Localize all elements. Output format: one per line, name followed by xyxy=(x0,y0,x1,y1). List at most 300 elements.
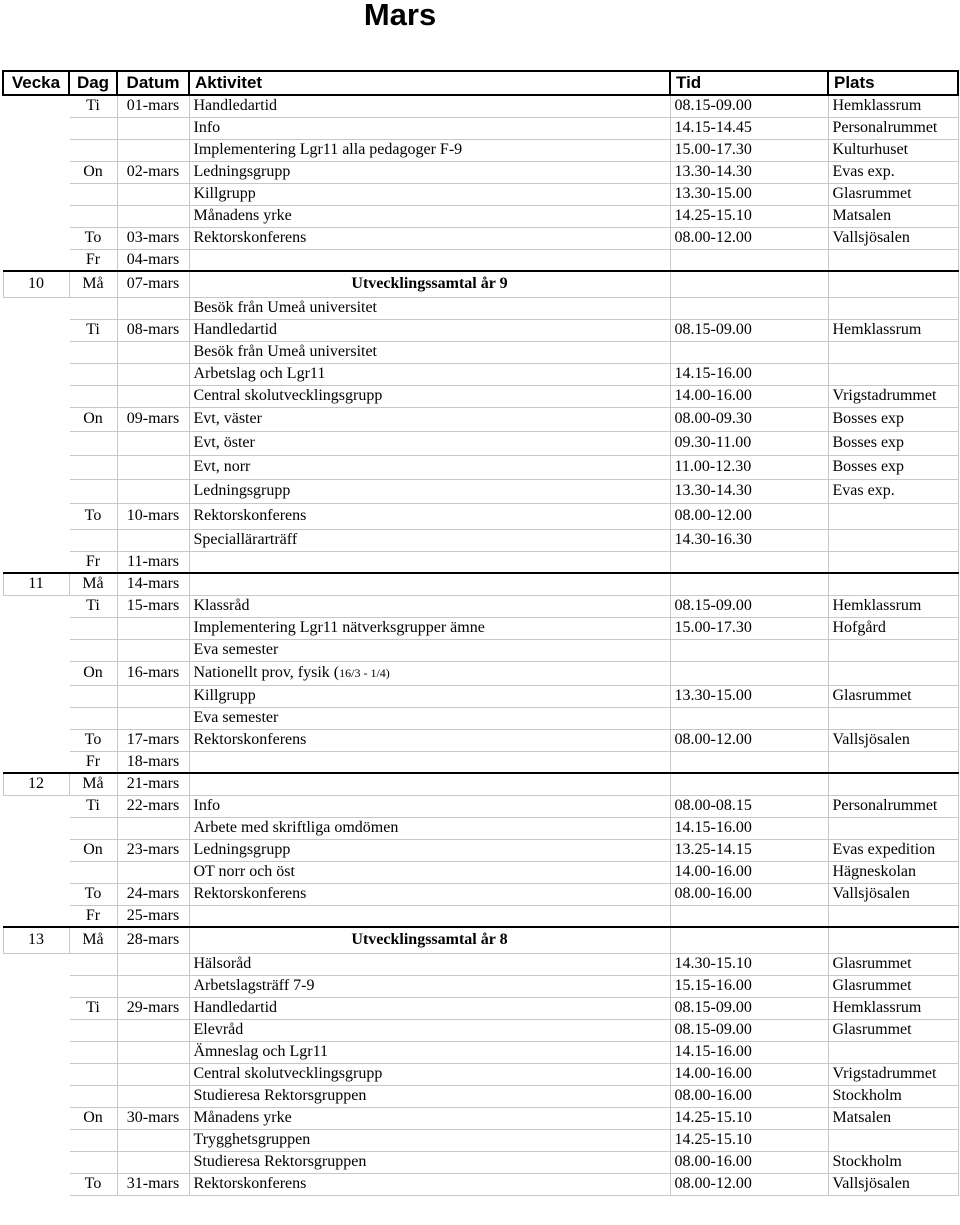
table-row xyxy=(3,997,958,1019)
cell-plats xyxy=(828,573,958,595)
cell-vecka xyxy=(3,205,69,227)
cell-vecka xyxy=(3,729,69,751)
cell-datum: 24-mars xyxy=(117,883,189,905)
cell-dag: Må xyxy=(69,573,117,595)
header-row xyxy=(3,71,958,95)
cell-plats: Stockholm xyxy=(828,1151,958,1173)
cell-plats: Hemklassrum xyxy=(828,595,958,617)
cell-plats: Vallsjösalen xyxy=(828,729,958,751)
cell-datum: 11-mars xyxy=(117,551,189,573)
cell-plats: Vallsjösalen xyxy=(828,227,958,249)
cell-plats xyxy=(828,1129,958,1151)
cell-aktivitet: Handledartid xyxy=(189,319,670,341)
cell-vecka xyxy=(3,479,69,503)
cell-tid xyxy=(670,927,828,953)
cell-datum: 03-mars xyxy=(117,227,189,249)
cell-plats xyxy=(828,707,958,729)
table-row xyxy=(3,117,958,139)
cell-vecka xyxy=(3,839,69,861)
cell-dag: To xyxy=(69,729,117,751)
table-row xyxy=(3,1085,958,1107)
cell-plats xyxy=(828,503,958,529)
cell-plats: Glasrummet xyxy=(828,1019,958,1041)
cell-aktivitet: OT norr och öst xyxy=(189,861,670,883)
cell-plats: Personalrummet xyxy=(828,117,958,139)
cell-tid: 08.15-09.00 xyxy=(670,1019,828,1041)
cell-tid: 13.25-14.15 xyxy=(670,839,828,861)
cell-tid: 14.25-15.10 xyxy=(670,205,828,227)
cell-plats: Glasrummet xyxy=(828,685,958,707)
cell-datum xyxy=(117,363,189,385)
cell-dag xyxy=(69,139,117,161)
table-row xyxy=(3,905,958,927)
table-row xyxy=(3,455,958,479)
cell-aktivitet: Evt, öster xyxy=(189,431,670,455)
cell-aktivitet xyxy=(189,661,670,685)
table-row xyxy=(3,503,958,529)
cell-dag xyxy=(69,1151,117,1173)
cell-vecka xyxy=(3,249,69,271)
cell-plats: Bosses exp xyxy=(828,407,958,431)
cell-vecka xyxy=(3,319,69,341)
cell-plats: Matsalen xyxy=(828,205,958,227)
cell-plats: Evas expedition xyxy=(828,839,958,861)
cell-datum xyxy=(117,1129,189,1151)
cell-datum xyxy=(117,183,189,205)
cell-tid: 14.00-16.00 xyxy=(670,1063,828,1085)
cell-plats: Personalrummet xyxy=(828,795,958,817)
table-row xyxy=(3,183,958,205)
cell-datum xyxy=(117,707,189,729)
cell-vecka xyxy=(3,639,69,661)
cell-vecka xyxy=(3,905,69,927)
table-row xyxy=(3,639,958,661)
cell-tid xyxy=(670,639,828,661)
cell-plats: Stockholm xyxy=(828,1085,958,1107)
cell-aktivitet xyxy=(189,905,670,927)
cell-datum: 01-mars xyxy=(117,95,189,117)
table-row xyxy=(3,271,958,297)
header-plats: Plats xyxy=(828,71,958,95)
cell-vecka: 11 xyxy=(3,573,69,595)
cell-vecka: 12 xyxy=(3,773,69,795)
cell-vecka xyxy=(3,1085,69,1107)
cell-datum: 02-mars xyxy=(117,161,189,183)
cell-vecka xyxy=(3,385,69,407)
cell-datum xyxy=(117,1085,189,1107)
table-row xyxy=(3,817,958,839)
cell-aktivitet: Månadens yrke xyxy=(189,1107,670,1129)
cell-tid: 14.15-14.45 xyxy=(670,117,828,139)
cell-datum: 08-mars xyxy=(117,319,189,341)
cell-tid: 11.00-12.30 xyxy=(670,455,828,479)
cell-tid xyxy=(670,573,828,595)
cell-dag xyxy=(69,341,117,363)
cell-plats: Evas exp. xyxy=(828,479,958,503)
cell-dag: Fr xyxy=(69,249,117,271)
cell-dag: On xyxy=(69,839,117,861)
cell-datum xyxy=(117,385,189,407)
cell-dag: Ti xyxy=(69,595,117,617)
table-row xyxy=(3,227,958,249)
cell-dag: Ti xyxy=(69,319,117,341)
cell-vecka xyxy=(3,975,69,997)
cell-dag: Må xyxy=(69,271,117,297)
table-row xyxy=(3,1107,958,1129)
cell-datum: 28-mars xyxy=(117,927,189,953)
table-row xyxy=(3,1041,958,1063)
cell-tid: 14.15-16.00 xyxy=(670,1041,828,1063)
cell-vecka xyxy=(3,117,69,139)
cell-tid: 14.15-16.00 xyxy=(670,817,828,839)
cell-plats: Bosses exp xyxy=(828,455,958,479)
cell-vecka xyxy=(3,227,69,249)
table-row xyxy=(3,1129,958,1151)
cell-dag: To xyxy=(69,503,117,529)
cell-vecka xyxy=(3,883,69,905)
cell-dag xyxy=(69,707,117,729)
cell-plats xyxy=(828,529,958,551)
cell-dag xyxy=(69,455,117,479)
cell-vecka xyxy=(3,1107,69,1129)
cell-dag: To xyxy=(69,227,117,249)
cell-tid xyxy=(670,661,828,685)
cell-plats: Vallsjösalen xyxy=(828,883,958,905)
cell-tid: 13.30-14.30 xyxy=(670,161,828,183)
table-row xyxy=(3,729,958,751)
cell-vecka: 10 xyxy=(3,271,69,297)
cell-vecka xyxy=(3,1129,69,1151)
cell-aktivitet: Killgrupp xyxy=(189,183,670,205)
cell-datum xyxy=(117,529,189,551)
cell-plats: Hofgård xyxy=(828,617,958,639)
cell-aktivitet: Info xyxy=(189,795,670,817)
header-datum: Datum xyxy=(117,71,189,95)
cell-dag: Fr xyxy=(69,551,117,573)
cell-datum xyxy=(117,117,189,139)
cell-plats xyxy=(828,363,958,385)
cell-aktivitet: Studieresa Rektorsgruppen xyxy=(189,1151,670,1173)
cell-aktivitet xyxy=(189,751,670,773)
table-row xyxy=(3,1151,958,1173)
cell-dag: Ti xyxy=(69,95,117,117)
cell-dag xyxy=(69,529,117,551)
cell-dag xyxy=(69,617,117,639)
cell-plats xyxy=(828,271,958,297)
table-row xyxy=(3,975,958,997)
cell-dag xyxy=(69,1041,117,1063)
table-row xyxy=(3,95,958,117)
cell-aktivitet: Info xyxy=(189,117,670,139)
table-row xyxy=(3,431,958,455)
table-row xyxy=(3,363,958,385)
cell-tid xyxy=(670,297,828,319)
cell-datum xyxy=(117,1151,189,1173)
cell-plats: Kulturhuset xyxy=(828,139,958,161)
cell-plats: Hemklassrum xyxy=(828,319,958,341)
cell-vecka xyxy=(3,183,69,205)
cell-tid: 14.25-15.10 xyxy=(670,1107,828,1129)
cell-aktivitet: Rektorskonferens xyxy=(189,227,670,249)
cell-dag: To xyxy=(69,1173,117,1195)
cell-dag xyxy=(69,297,117,319)
table-row xyxy=(3,573,958,595)
table-row xyxy=(3,595,958,617)
cell-vecka xyxy=(3,407,69,431)
table-row xyxy=(3,707,958,729)
cell-dag: Må xyxy=(69,927,117,953)
cell-vecka xyxy=(3,1019,69,1041)
cell-datum xyxy=(117,139,189,161)
cell-aktivitet xyxy=(189,551,670,573)
header-dag: Dag xyxy=(69,71,117,95)
cell-dag xyxy=(69,685,117,707)
cell-datum: 15-mars xyxy=(117,595,189,617)
cell-aktivitet: Ledningsgrupp xyxy=(189,479,670,503)
cell-plats xyxy=(828,817,958,839)
cell-datum xyxy=(117,1019,189,1041)
cell-aktivitet: Utvecklingssamtal år 8 xyxy=(189,927,670,953)
cell-aktivitet: Implementering Lgr11 nätverksgrupper ämne xyxy=(189,617,670,639)
table-row xyxy=(3,883,958,905)
cell-plats xyxy=(828,905,958,927)
cell-tid xyxy=(670,905,828,927)
table-row xyxy=(3,1173,958,1195)
cell-vecka xyxy=(3,455,69,479)
cell-tid xyxy=(670,751,828,773)
cell-plats xyxy=(828,297,958,319)
cell-dag xyxy=(69,817,117,839)
cell-dag xyxy=(69,639,117,661)
cell-plats xyxy=(828,751,958,773)
cell-dag: Ti xyxy=(69,795,117,817)
cell-tid: 08.00-12.00 xyxy=(670,729,828,751)
cell-tid: 14.30-15.10 xyxy=(670,953,828,975)
cell-aktivitet: Killgrupp xyxy=(189,685,670,707)
table-row xyxy=(3,839,958,861)
cell-dag xyxy=(69,385,117,407)
cell-vecka xyxy=(3,1041,69,1063)
table-row xyxy=(3,1019,958,1041)
table-row xyxy=(3,661,958,685)
cell-plats: Evas exp. xyxy=(828,161,958,183)
cell-plats: Matsalen xyxy=(828,1107,958,1129)
table-row xyxy=(3,529,958,551)
cell-tid: 08.00-12.00 xyxy=(670,227,828,249)
cell-aktivitet: Ämneslag och Lgr11 xyxy=(189,1041,670,1063)
cell-tid: 13.30-15.00 xyxy=(670,685,828,707)
cell-aktivitet xyxy=(189,249,670,271)
cell-datum xyxy=(117,639,189,661)
table-row xyxy=(3,927,958,953)
cell-tid: 14.30-16.30 xyxy=(670,529,828,551)
cell-aktivitet: Evt, väster xyxy=(189,407,670,431)
cell-plats xyxy=(828,551,958,573)
table-row xyxy=(3,297,958,319)
cell-aktivitet: Månadens yrke xyxy=(189,205,670,227)
cell-dag xyxy=(69,431,117,455)
cell-datum: 25-mars xyxy=(117,905,189,927)
cell-plats: Glasrummet xyxy=(828,975,958,997)
cell-vecka xyxy=(3,953,69,975)
cell-datum xyxy=(117,861,189,883)
cell-vecka xyxy=(3,529,69,551)
page-title: Mars xyxy=(363,0,437,32)
cell-tid xyxy=(670,341,828,363)
table-row xyxy=(3,795,958,817)
cell-aktivitet: Rektorskonferens xyxy=(189,1173,670,1195)
schedule-body xyxy=(3,95,958,1195)
cell-vecka xyxy=(3,139,69,161)
cell-tid: 08.00-16.00 xyxy=(670,1151,828,1173)
cell-tid: 08.00-08.15 xyxy=(670,795,828,817)
cell-tid: 14.00-16.00 xyxy=(670,385,828,407)
table-row xyxy=(3,1063,958,1085)
cell-aktivitet: Ledningsgrupp xyxy=(189,839,670,861)
cell-datum xyxy=(117,817,189,839)
cell-plats: Vrigstadrummet xyxy=(828,385,958,407)
header-tid: Tid xyxy=(670,71,828,95)
cell-dag: Må xyxy=(69,773,117,795)
cell-aktivitet: Elevråd xyxy=(189,1019,670,1041)
cell-tid: 08.15-09.00 xyxy=(670,997,828,1019)
cell-tid: 08.15-09.00 xyxy=(670,95,828,117)
cell-dag xyxy=(69,205,117,227)
cell-aktivitet: Besök från Umeå universitet xyxy=(189,297,670,319)
cell-aktivitet: Arbetslag och Lgr11 xyxy=(189,363,670,385)
cell-tid: 15.00-17.30 xyxy=(670,617,828,639)
cell-tid: 08.00-16.00 xyxy=(670,883,828,905)
cell-tid: 14.00-16.00 xyxy=(670,861,828,883)
cell-datum: 22-mars xyxy=(117,795,189,817)
cell-aktivitet: Klassråd xyxy=(189,595,670,617)
cell-tid: 15.00-17.30 xyxy=(670,139,828,161)
cell-aktivitet: Hälsoråd xyxy=(189,953,670,975)
cell-aktivitet: Rektorskonferens xyxy=(189,503,670,529)
cell-plats xyxy=(828,1041,958,1063)
cell-datum xyxy=(117,1063,189,1085)
cell-datum: 14-mars xyxy=(117,573,189,595)
cell-datum xyxy=(117,297,189,319)
cell-dag xyxy=(69,183,117,205)
cell-tid: 14.25-15.10 xyxy=(670,1129,828,1151)
cell-vecka xyxy=(3,341,69,363)
cell-datum: 10-mars xyxy=(117,503,189,529)
table-row xyxy=(3,319,958,341)
cell-dag: Fr xyxy=(69,905,117,927)
cell-vecka xyxy=(3,1063,69,1085)
cell-plats: Glasrummet xyxy=(828,953,958,975)
cell-dag: On xyxy=(69,661,117,685)
cell-vecka xyxy=(3,297,69,319)
cell-tid xyxy=(670,551,828,573)
cell-aktivitet: Implementering Lgr11 alla pedagoger F-9 xyxy=(189,139,670,161)
cell-vecka xyxy=(3,595,69,617)
cell-datum: 16-mars xyxy=(117,661,189,685)
table-row xyxy=(3,139,958,161)
cell-dag: Ti xyxy=(69,997,117,1019)
cell-datum: 18-mars xyxy=(117,751,189,773)
cell-aktivitet xyxy=(189,573,670,595)
cell-aktivitet: Studieresa Rektorsgruppen xyxy=(189,1085,670,1107)
cell-vecka xyxy=(3,95,69,117)
cell-plats: Vallsjösalen xyxy=(828,1173,958,1195)
table-row xyxy=(3,407,958,431)
cell-dag xyxy=(69,861,117,883)
cell-vecka xyxy=(3,617,69,639)
cell-dag: On xyxy=(69,161,117,183)
cell-plats: Bosses exp xyxy=(828,431,958,455)
cell-vecka xyxy=(3,161,69,183)
cell-aktivitet: Eva semester xyxy=(189,707,670,729)
cell-dag xyxy=(69,1063,117,1085)
cell-aktivitet: Evt, norr xyxy=(189,455,670,479)
cell-tid: 08.00-12.00 xyxy=(670,503,828,529)
cell-aktivitet: Trygghetsgruppen xyxy=(189,1129,670,1151)
table-row xyxy=(3,161,958,183)
table-row xyxy=(3,953,958,975)
cell-datum xyxy=(117,1041,189,1063)
cell-tid: 13.30-15.00 xyxy=(670,183,828,205)
cell-datum xyxy=(117,685,189,707)
schedule-table xyxy=(2,70,959,1196)
cell-plats: Glasrummet xyxy=(828,183,958,205)
cell-vecka xyxy=(3,503,69,529)
cell-plats xyxy=(828,661,958,685)
cell-tid: 13.30-14.30 xyxy=(670,479,828,503)
cell-dag xyxy=(69,117,117,139)
cell-tid: 08.15-09.00 xyxy=(670,319,828,341)
cell-datum xyxy=(117,455,189,479)
cell-vecka xyxy=(3,751,69,773)
cell-dag xyxy=(69,975,117,997)
cell-dag xyxy=(69,1085,117,1107)
cell-aktivitet: Ledningsgrupp xyxy=(189,161,670,183)
header-aktivitet: Aktivitet xyxy=(189,71,670,95)
cell-vecka xyxy=(3,817,69,839)
table-row xyxy=(3,551,958,573)
table-row xyxy=(3,617,958,639)
table-row xyxy=(3,341,958,363)
cell-datum: 31-mars xyxy=(117,1173,189,1195)
cell-datum: 29-mars xyxy=(117,997,189,1019)
table-row xyxy=(3,385,958,407)
cell-datum: 17-mars xyxy=(117,729,189,751)
cell-aktivitet: Eva semester xyxy=(189,639,670,661)
cell-plats: Vrigstadrummet xyxy=(828,1063,958,1085)
cell-vecka xyxy=(3,661,69,685)
cell-tid xyxy=(670,271,828,297)
cell-aktivitet: Handledartid xyxy=(189,997,670,1019)
cell-plats xyxy=(828,341,958,363)
cell-datum: 04-mars xyxy=(117,249,189,271)
cell-dag: To xyxy=(69,883,117,905)
cell-datum xyxy=(117,205,189,227)
cell-vecka xyxy=(3,795,69,817)
cell-dag: On xyxy=(69,1107,117,1129)
cell-datum: 09-mars xyxy=(117,407,189,431)
cell-aktivitet: Central skolutvecklingsgrupp xyxy=(189,385,670,407)
cell-dag xyxy=(69,953,117,975)
cell-aktivitet xyxy=(189,773,670,795)
table-row xyxy=(3,479,958,503)
cell-plats: Hägneskolan xyxy=(828,861,958,883)
cell-plats xyxy=(828,773,958,795)
cell-aktivitet: Rektorskonferens xyxy=(189,883,670,905)
cell-datum xyxy=(117,341,189,363)
table-row xyxy=(3,205,958,227)
table-row xyxy=(3,685,958,707)
